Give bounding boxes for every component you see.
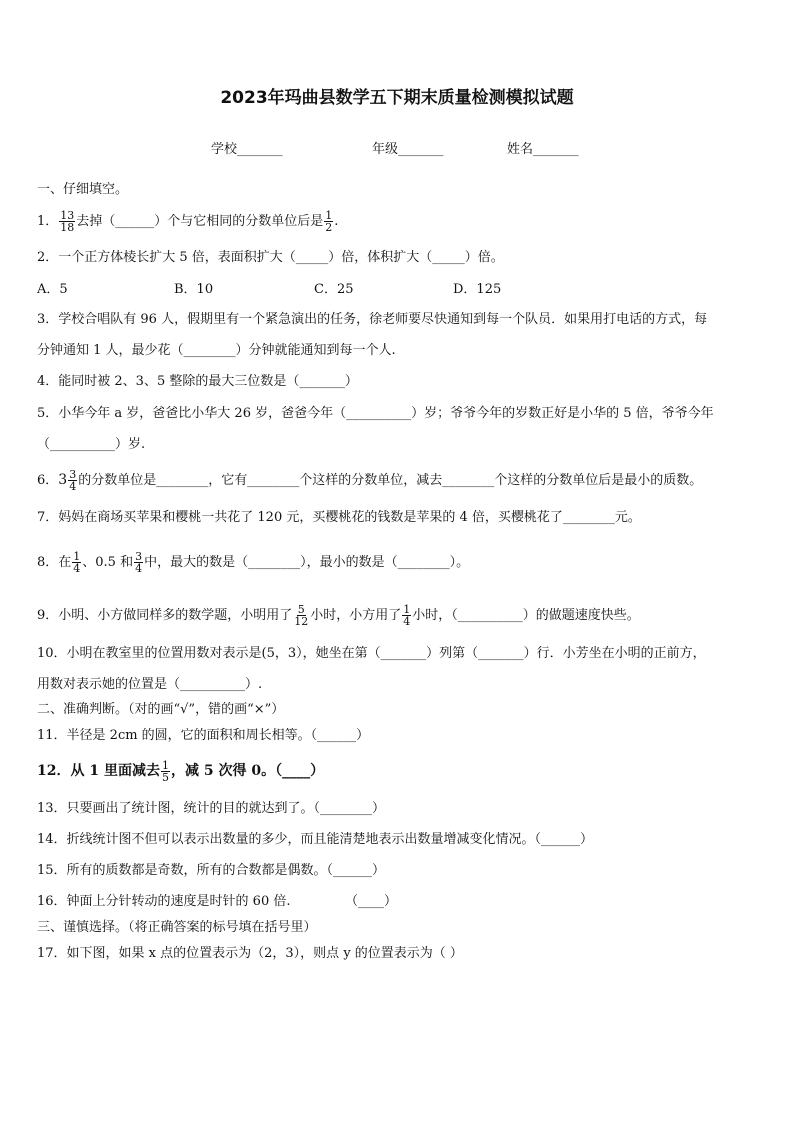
school-field: 学校_______ bbox=[211, 142, 283, 157]
question-13: 13．只要画出了统计图，统计的目的就达到了。（________） bbox=[37, 801, 386, 816]
option-c: C．25 bbox=[314, 282, 354, 297]
option-d: D．125 bbox=[453, 282, 502, 297]
question-prefix: 8．在 bbox=[37, 555, 72, 570]
question-text: 的分数单位是________，它有________个这样的分数单位，减去________个这样的分数单位后是最小的质数。 bbox=[78, 473, 703, 488]
question-5-line1: 5．小华今年 a 岁，爸爸比小华大 26 岁，爸爸今年（__________）岁；爷爷今年的岁数正好是小华的 5 倍，爷爷今年 bbox=[37, 406, 714, 421]
page-title: 2023年玛曲县数学五下期末质量检测模拟试题 bbox=[220, 88, 574, 108]
section-heading-3: 三、谨慎选择。（将正确答案的标号填在括号里） bbox=[37, 920, 317, 935]
fraction: $\frac{1}{2}$ bbox=[325, 209, 333, 234]
question-text: 去掉（______）个与它相同的分数单位后是 bbox=[76, 214, 324, 229]
question-15: 15．所有的质数都是奇数，所有的合数都是偶数。（______） bbox=[37, 863, 386, 878]
question-1 bbox=[37, 208, 338, 236]
question-11: 11．半径是 2cm 的圆，它的面积和周长相等。（______） bbox=[37, 728, 370, 743]
question-8 bbox=[37, 548, 469, 578]
question-16-answer-blank: （____） bbox=[345, 894, 398, 909]
question-4: 4．能同时被 2、3、5 整除的最大三位数是（_______） bbox=[37, 374, 358, 389]
question-10-line2: 用数对表示她的位置是（__________）. bbox=[37, 677, 263, 692]
grade-field: 年级_______ bbox=[372, 142, 444, 157]
question-mid: 、0.5 和 bbox=[82, 555, 134, 570]
question-prefix: 9．小明、小方做同样多的数学题，小明用了 bbox=[37, 608, 293, 623]
fraction: $\frac{1}{5}$ bbox=[161, 758, 169, 784]
question-3-line1: 3．学校合唱队有 96 人，假期里有一个紧急演出的任务，徐老师要尽快通知到每一个队员．如果用打电话的方式，每 bbox=[37, 312, 708, 327]
mixed-number-whole: 3 bbox=[58, 472, 68, 488]
question-text: 中，最大的数是（________），最小的数是（________）。 bbox=[144, 555, 470, 570]
option-b: B．10 bbox=[174, 282, 214, 297]
question-3-line2: 分钟通知 1 人，最少花（________）分钟就能通知到每一个人. bbox=[37, 343, 396, 358]
fraction: $\frac{3}{4}$ bbox=[69, 468, 77, 493]
option-a: A．5 bbox=[37, 282, 68, 297]
fraction: $\frac{1}{4}$ bbox=[403, 603, 411, 628]
question-17: 17．如下图，如果 x 点的位置表示为（2，3），则点 y 的位置表示为（ ） bbox=[37, 946, 463, 961]
fraction: $\frac{13}{18}$ bbox=[60, 209, 75, 234]
question-6 bbox=[37, 466, 702, 495]
question-7: 7．妈妈在商场买苹果和樱桃一共花了 120 元，买樱桃花的钱数是苹果的 4 倍，买樱桃花了________元。 bbox=[37, 510, 641, 525]
section-heading-1: 一、仔细填空。 bbox=[37, 182, 129, 197]
fraction: $\frac{1}{4}$ bbox=[73, 550, 81, 575]
question-text: 小时，（__________）的做题速度快些。 bbox=[412, 608, 640, 623]
question-10-line1: 10．小明在教室里的位置用数对表示是(5，3），她坐在第（_______）列第（_______）行．小芳坐在小明的正前方， bbox=[37, 646, 706, 661]
question-number: 6． bbox=[37, 473, 59, 488]
fraction: $\frac{3}{4}$ bbox=[135, 550, 143, 575]
question-2: 2．一个正方体棱长扩大 5 倍，表面积扩大（_____）倍，体积扩大（_____）倍。 bbox=[37, 250, 504, 265]
name-field: 姓名_______ bbox=[507, 142, 579, 157]
question-mid: 小时，小方用了 bbox=[310, 608, 402, 623]
fraction: $\frac{5}{12}$ bbox=[294, 603, 309, 628]
question-text: ，减 5 次得 0。（____） bbox=[170, 763, 325, 779]
question-number: 1． bbox=[37, 214, 59, 229]
section-heading-2: 二、准确判断。（对的画“√”，错的画“×”） bbox=[37, 702, 285, 717]
question-end: . bbox=[334, 214, 339, 229]
question-12 bbox=[37, 756, 324, 786]
question-14: 14．折线统计图不但可以表示出数量的多少，而且能清楚地表示出数量增减变化情况。（______） bbox=[37, 832, 594, 847]
question-5-line2: （__________）岁. bbox=[37, 437, 146, 452]
question-prefix: 12．从 1 里面减去 bbox=[37, 763, 160, 779]
question-9 bbox=[37, 601, 640, 631]
question-16: 16．钟面上分针转动的速度是时针的 60 倍. bbox=[37, 894, 291, 909]
